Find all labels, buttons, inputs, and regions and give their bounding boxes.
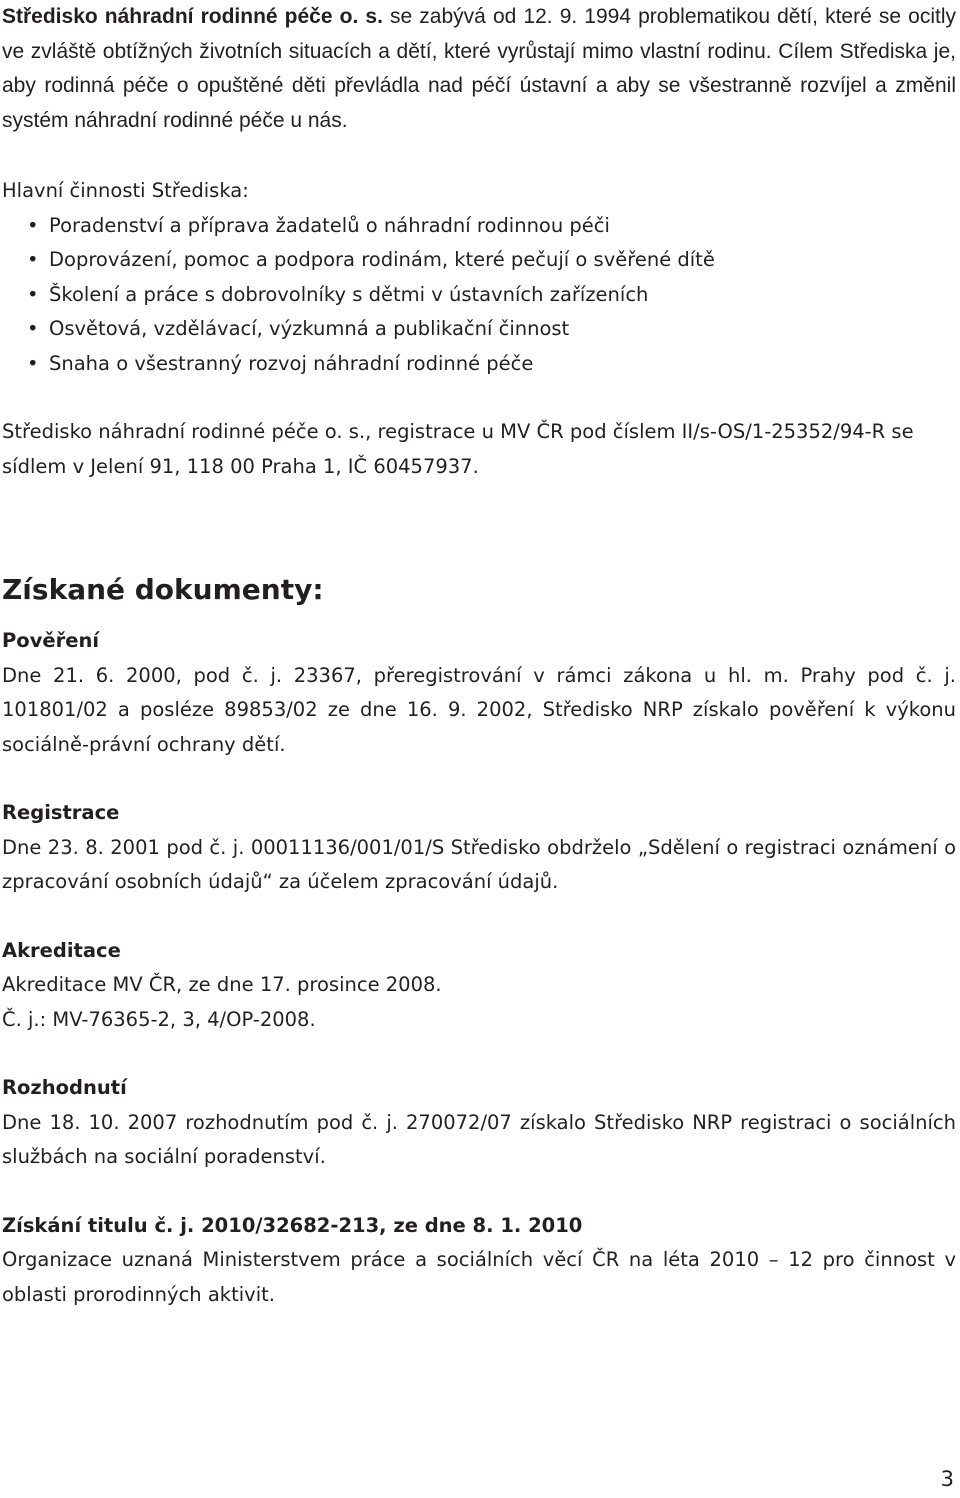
org-name: Středisko náhradní rodinné péče o. s. bbox=[2, 5, 383, 28]
registration-paragraph: Středisko náhradní rodinné péče o. s., registrace u MV ČR pod číslem II/s-OS/1-25352/94-R se sídlem v Jelení 91, 118 00 Praha 1, IČ 60457937. bbox=[2, 420, 914, 478]
list-item bbox=[2, 347, 956, 382]
intro-paragraph bbox=[2, 0, 956, 138]
section-text: Dne 23. 8. 2001 pod č. j. 00011136/001/01/S Středisko obdrželo „Sdělení o registraci oznámení o zpracování osobních údajů“ za účelem zpracování údajů. bbox=[2, 835, 956, 893]
documents-title: Získané dokumenty: bbox=[2, 573, 324, 606]
document-page bbox=[2, 0, 956, 1312]
bullet-icon: • bbox=[27, 213, 39, 237]
list-item bbox=[2, 278, 956, 313]
intro-text: se zabývá od 12. 9. 1994 problematikou dětí, které se ocitly ve zvláště obtížných životních situacích a dětí, které vyrůstají mimo vlastní rodinu. Cílem Střediska je, aby rodinná péče o opuštěné děti převládla nad péčí ústavní a aby se všestranně rozvíjel a změnil systém náhradní rodinné péče u nás. bbox=[2, 5, 956, 132]
bullet-icon: • bbox=[27, 248, 39, 271]
list-item-text: Poradenství a příprava žadatelů o náhradní rodinnou péči bbox=[49, 213, 610, 237]
section-text-line: Akreditace MV ČR, ze dne 17. prosince 2008. bbox=[2, 973, 442, 996]
bullet-icon: • bbox=[27, 351, 39, 375]
list-item bbox=[2, 209, 956, 244]
section-akreditace bbox=[2, 934, 956, 1038]
section-heading: Registrace bbox=[2, 801, 120, 824]
section-heading: Získání titulu č. j. 2010/32682-213, ze dne 8. 1. 2010 bbox=[2, 1213, 583, 1237]
bullet-icon: • bbox=[27, 282, 39, 306]
activities-section bbox=[2, 174, 956, 381]
list-item-text: Snaha o všestranný rozvoj náhradní rodinné péče bbox=[49, 351, 534, 375]
section-povereni bbox=[2, 624, 956, 762]
section-registrace bbox=[2, 796, 956, 900]
section-text: Dne 18. 10. 2007 rozhodnutím pod č. j. 270072/07 získalo Středisko NRP registraci o sociálních službách na sociální poradenství. bbox=[2, 1110, 956, 1168]
list-item bbox=[2, 312, 956, 347]
section-heading: Pověření bbox=[2, 629, 100, 652]
section-heading: Rozhodnutí bbox=[2, 1076, 127, 1099]
activities-list bbox=[2, 209, 956, 382]
list-item-text: Doprovázení, pomoc a podpora rodinám, které pečují o svěřené dítě bbox=[49, 248, 715, 271]
section-rozhodnuti bbox=[2, 1071, 956, 1175]
page-number: 3 bbox=[940, 1467, 954, 1491]
section-text: Dne 21. 6. 2000, pod č. j. 23367, přeregistrování v rámci zákona u hl. m. Prahy pod č. j. 101801/02 a posléze 89853/02 ze dne 16. 9. 2002, Středisko NRP získalo pověření k výkonu sociálně-právní ochrany dětí. bbox=[2, 663, 956, 756]
section-text: Organizace uznaná Ministerstvem práce a sociálních věcí ČR na léta 2010 – 12 pro činnost v oblasti prorodinných aktivit. bbox=[2, 1248, 956, 1306]
list-item bbox=[2, 243, 956, 278]
activities-heading: Hlavní činnosti Střediska: bbox=[2, 179, 249, 202]
section-ziskani-titulu bbox=[2, 1209, 956, 1313]
documents-list bbox=[2, 624, 956, 1312]
section-heading: Akreditace bbox=[2, 938, 121, 962]
list-item-text: Školení a práce s dobrovolníky s dětmi v ústavních zařízeních bbox=[49, 282, 649, 306]
section-text-line: Č. j.: MV-76365-2, 3, 4/OP-2008. bbox=[2, 1007, 316, 1031]
list-item-text: Osvětová, vzdělávací, výzkumná a publikační činnost bbox=[49, 317, 570, 340]
bullet-icon: • bbox=[27, 317, 39, 340]
